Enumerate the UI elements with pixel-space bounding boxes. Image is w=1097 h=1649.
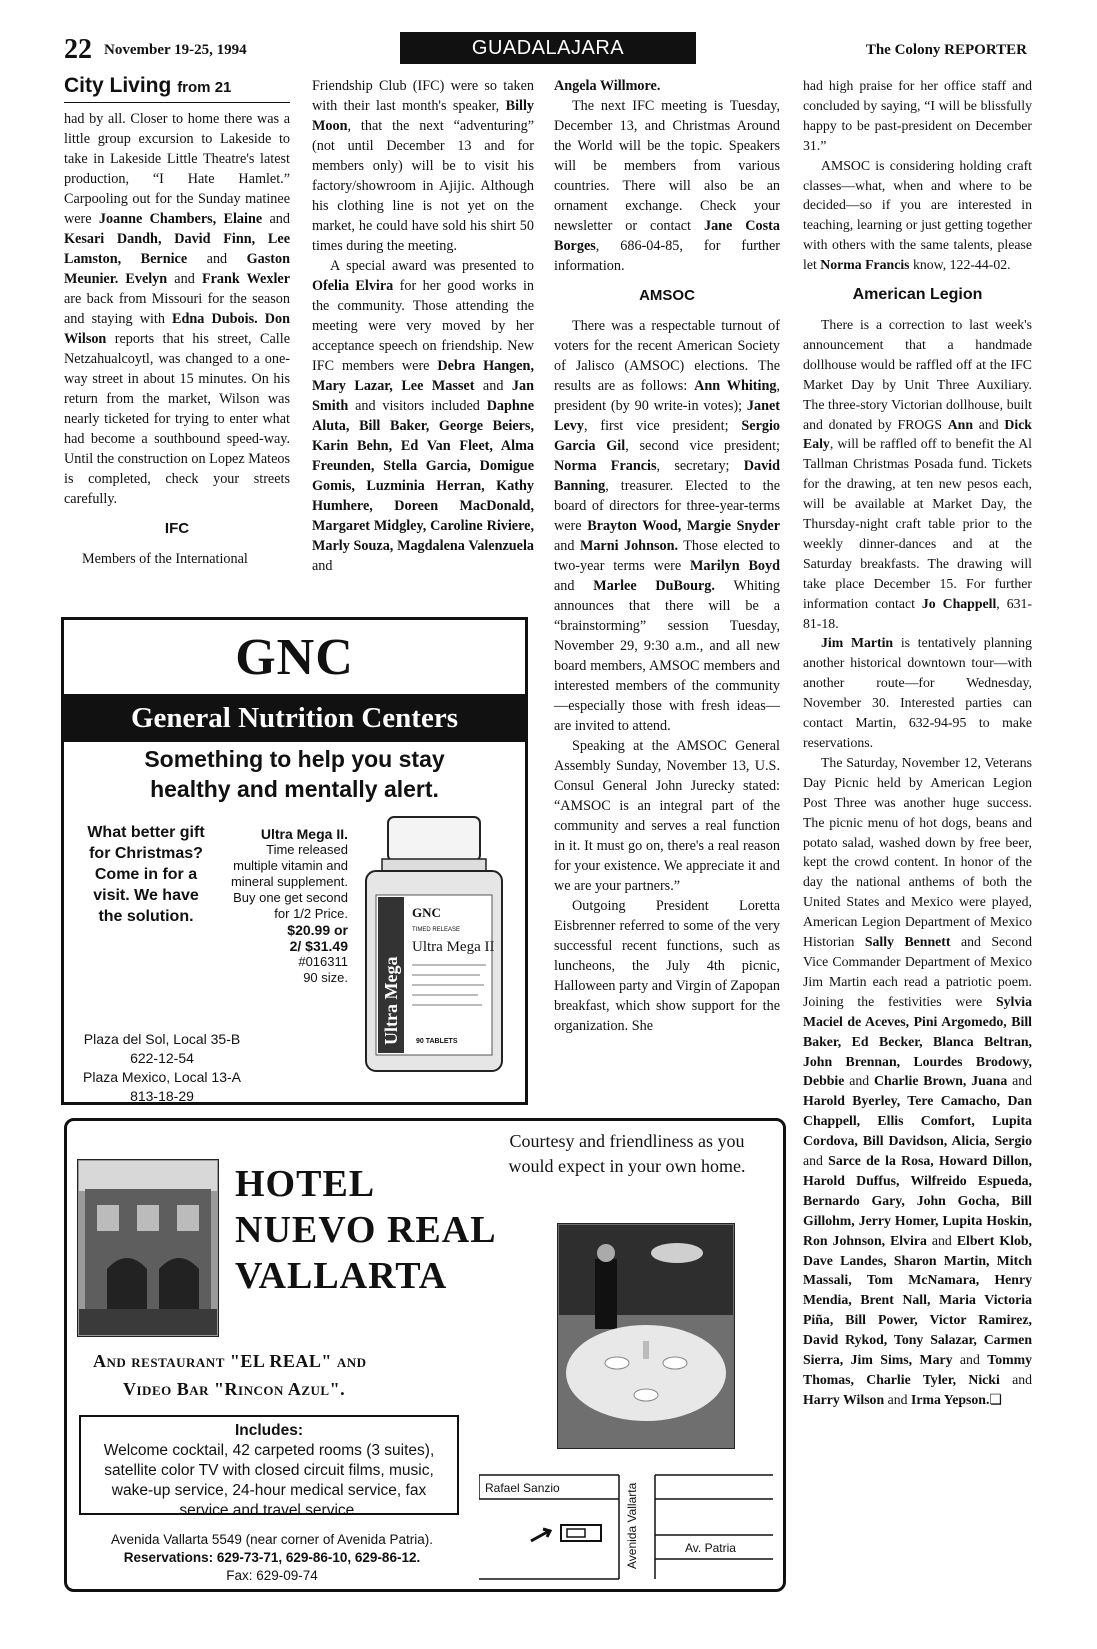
names: Jim Martin bbox=[821, 635, 894, 651]
names: Gaston Meunier. Evelyn bbox=[64, 251, 290, 287]
paragraph bbox=[312, 76, 534, 256]
kicker-from: from 21 bbox=[177, 79, 232, 96]
map-arrow-icon bbox=[531, 1529, 550, 1541]
issue-date: November 19-25, 1994 bbox=[104, 42, 247, 58]
names: Ofelia Elvira bbox=[312, 278, 394, 294]
text: reports that his street, Calle Netzahualcoytl, was changed to a one-way street in about 15 minutes. On his return from the market, Wilson was nearly ticketed for trying to enter what had become a southbound speed-way. Until the construction on Lopez Mateos is completed, check your streets carefully. bbox=[64, 331, 290, 507]
bottle-cap bbox=[388, 817, 480, 861]
names: Dick Ealy bbox=[803, 416, 1032, 452]
article-column-4 bbox=[803, 76, 1032, 1410]
text: and bbox=[187, 251, 247, 267]
text: Friendship Club (IFC) were so taken with their last month's speaker, bbox=[312, 78, 534, 114]
photo-ground bbox=[79, 1309, 217, 1335]
text: and bbox=[952, 1352, 988, 1368]
photo-waiter-head bbox=[597, 1244, 615, 1262]
bottle-title: Ultra Mega II bbox=[412, 939, 495, 955]
text: and bbox=[844, 1073, 875, 1089]
names: Ann bbox=[947, 416, 974, 432]
text: and bbox=[973, 416, 1005, 432]
names: Jane Costa Borges bbox=[554, 218, 780, 254]
paragraph bbox=[803, 156, 1032, 275]
article-column-1 bbox=[64, 76, 290, 569]
names: Edna Dubois. Don Wilson bbox=[64, 311, 290, 347]
gnc-advertisement bbox=[61, 617, 528, 1105]
vitamin-bottle-image bbox=[360, 815, 508, 1075]
photo-table bbox=[566, 1325, 726, 1421]
store-phone: 813-18-29 bbox=[130, 1088, 194, 1104]
paragraph bbox=[554, 316, 780, 736]
names: Frank Wexler bbox=[201, 271, 290, 287]
names: Daphne Aluta, Bill Baker, George Beiers, Karin Behn, Ed Van Fleet, Alma Freunden, Stella Garcia, Domigue Gomis, Luzminia Herran, Kathy Humhere, Doreen MacDonald, Margaret Midgley, Caroline Riviere, Marly Souza, Magdalena Valenzuela bbox=[312, 398, 534, 554]
gnc-product-info bbox=[224, 826, 348, 986]
text: The Saturday, November 12, Veterans Day Picnic held by American Legion Post Three was another huge success. The picnic menu of hot dogs, beans and potato salad, washed down by free beer, kept the crowd content. In honor of the day the national anthems of both the United States and Mexico were played, American Legion Department of Mexico Historian bbox=[803, 754, 1032, 950]
names: Sergio Garcia Gil bbox=[554, 418, 780, 454]
photo-waiter bbox=[595, 1259, 617, 1329]
hotel-name-line: VALLARTA bbox=[235, 1255, 448, 1297]
bottle-sub: TIMED RELEASE bbox=[412, 927, 461, 933]
names: Brayton Wood, Margie Snyder bbox=[587, 518, 780, 534]
text: There is a correction to last week's announcement that a handmade dollhouse would be raffled off at the IFC Market Day by Unit Three Auxiliary. The three-story Victorian dollhouse, built and donated by FROGS bbox=[803, 316, 1032, 432]
hotel-includes-box bbox=[79, 1415, 459, 1519]
paragraph bbox=[803, 315, 1032, 634]
photo-wall bbox=[559, 1225, 733, 1315]
text: is tentatively planning another historical downtown tour—with another route—for Wednesday, November 30. Interested parties can contact Martin, 632-94-95 to make reservations. bbox=[803, 635, 1032, 750]
page-number: 22 bbox=[64, 34, 92, 65]
text: and bbox=[474, 378, 512, 394]
text: and bbox=[926, 1232, 957, 1248]
names: Norma Francis bbox=[820, 257, 910, 273]
text: , first vice president; bbox=[583, 418, 742, 434]
photo-table-setting bbox=[663, 1357, 687, 1369]
store-address: Plaza Mexico, Local 13-A bbox=[83, 1069, 241, 1085]
store-phone: 622-12-54 bbox=[130, 1050, 194, 1066]
end-mark-icon: ❏ bbox=[989, 1391, 1002, 1407]
paragraph bbox=[554, 76, 780, 96]
paragraph: Speaking at the AMSOC General Assembly Sunday, November 13, U.S. Consul General John Jurecky stated: “AMSOC is an integral part of the community and serves a real function in it. It must go on, there's a real reason for your existence. We appreciate it and we are your partners.” bbox=[554, 738, 780, 894]
product-price: 2/ $31.49 bbox=[289, 938, 348, 954]
includes-list: Welcome cocktail, 42 carpeted rooms (3 suites), satellite color TV with closed circuit films, music, wake-up service, 24-hour medical service, fax service and travel service. bbox=[103, 1442, 435, 1519]
article-kicker bbox=[64, 76, 290, 103]
text: , will be raffled off to benefit the Al Tallman Christmas Posada fund. Tickets for the drawing, at ten new pesos each, will be available at Market Day, the Thursday-night craft table prior to the weekly dinner-dances and at the Saturday breakfasts. The drawing will take place December 15. For further information contact bbox=[803, 436, 1032, 611]
names: David Banning bbox=[554, 458, 781, 494]
hotel-subtitle-line: Video Bar "Rincon Azul". bbox=[123, 1379, 346, 1399]
gnc-gift-message: What better gift for Christmas? Come in for a visit. We have the solution. bbox=[87, 824, 205, 925]
product-price: $20.99 or bbox=[287, 922, 348, 938]
text: and bbox=[554, 538, 580, 554]
names: Jan Smith bbox=[312, 378, 534, 414]
gnc-locations bbox=[72, 1030, 252, 1106]
section-heading-ifc: IFC bbox=[164, 520, 190, 537]
photo-arch bbox=[159, 1258, 199, 1309]
paragraph: Outgoing President Loretta Eisbrenner referred to some of the very successful recent functions, such as luncheons, the July 4th picnic, Halloween party and Virgin of Zapopan breakfast, which show support for the organization. She bbox=[554, 898, 780, 1034]
hotel-address: Avenida Vallarta 5549 (near corner of Avenida Patria). bbox=[111, 1532, 433, 1547]
photo-window bbox=[137, 1205, 159, 1231]
product-size: 90 size. bbox=[303, 970, 348, 985]
text: and bbox=[312, 558, 333, 574]
hotel-location-map bbox=[479, 1473, 775, 1581]
bottle-count: 90 TABLETS bbox=[416, 1038, 458, 1045]
hotel-photo bbox=[77, 1159, 219, 1337]
text: , treasurer. Elected to the board of directors for three-year-terms were bbox=[554, 478, 780, 534]
product-description: Time released multiple vitamin and mineral supplement. Buy one get second for 1/2 Price. bbox=[230, 842, 348, 921]
text: know, 122-44-02. bbox=[909, 257, 1011, 273]
names: Ann Whiting bbox=[694, 378, 777, 394]
names: Marilyn Boyd bbox=[689, 558, 780, 574]
hotel-name bbox=[235, 1161, 497, 1299]
paragraph: had high praise for her office staff and concluded by saying, “I will be blissfully happy to be past-president on December 31.” bbox=[803, 78, 1032, 153]
text: , secretary; bbox=[656, 458, 744, 474]
text: , 686-04-85, for further information. bbox=[554, 238, 780, 274]
photo-chandelier bbox=[651, 1243, 703, 1263]
text: and bbox=[167, 271, 202, 287]
tagline-line: Something to help you stay bbox=[144, 746, 445, 772]
text: and bbox=[803, 1153, 829, 1169]
paragraph bbox=[554, 96, 780, 276]
names: Elbert Klob, Dave Landes, Sharon Martin, Mitch Massali, Tom McNamara, Henry Mendia, Brent Nall, Maria Victoria Piña, Bill Power, Victor Ramirez, David Rykod, Tony Salazar, Carmen Sierra, Jim Sims, Mary bbox=[803, 1232, 1032, 1368]
names: Harold Byerley, Tere Camacho, Dan Chappell, Ellis Comfort, Lupita Cordova, Bill Davidson, Alicia, Sergio bbox=[803, 1093, 1032, 1149]
names: Jo Chappell bbox=[921, 595, 997, 611]
kicker-title: City Living bbox=[64, 74, 172, 97]
text: and Second Vice Commander Department of Mexico Jim Martin each read a patriotic poem. Joining the festivities were bbox=[803, 934, 1032, 1009]
map-label: Rafael Sanzio bbox=[485, 1481, 560, 1495]
paragraph bbox=[803, 633, 1032, 752]
dining-room-photo bbox=[557, 1223, 735, 1449]
photo-window bbox=[97, 1205, 119, 1231]
bottle-label-vertical: Ultra Mega bbox=[381, 956, 401, 1045]
article-column-3 bbox=[554, 76, 780, 1036]
section-heading-american-legion: American Legion bbox=[852, 286, 983, 304]
publication-name: The Colony REPORTER bbox=[865, 42, 1027, 58]
paragraph: Members of the International bbox=[82, 551, 248, 567]
text: and bbox=[1007, 1073, 1033, 1089]
text: , that the next “adventuring” (not until December 13 and for members only) will be to visit his factory/showroom in Ajijic. Although his clothing line is not yet on the market, he could have sold his shirt 50 times during the meeting. bbox=[312, 118, 534, 254]
names: Marni Johnson. bbox=[579, 538, 679, 554]
names: Angela Willmore. bbox=[554, 78, 661, 94]
text: and bbox=[884, 1391, 911, 1407]
product-sku: #016311 bbox=[298, 954, 348, 969]
photo-arch bbox=[107, 1258, 147, 1309]
names: Harry Wilson bbox=[803, 1391, 885, 1407]
hotel-contact bbox=[67, 1531, 477, 1585]
map-hotel-marker-icon bbox=[567, 1529, 585, 1537]
names: Janet Levy bbox=[554, 398, 780, 434]
section-banner: GUADALAJARA bbox=[400, 32, 696, 64]
photo-table-setting bbox=[605, 1357, 629, 1369]
text: Whiting announces that there will be a “brainstorming” session Tuesday, November 29, 9:30 a.m., and all new board members, AMSOC members and interested members of the community—especially those with fresh ideas—are invited to attend. bbox=[554, 578, 780, 734]
includes-heading: Includes: bbox=[234, 1422, 304, 1439]
store-address: Plaza del Sol, Local 35-B bbox=[83, 1031, 241, 1047]
section-heading-amsoc: AMSOC bbox=[639, 287, 695, 304]
text: had by all. Closer to home there was a little group excursion to Lakeside to take in Lakeside Little Theatre's latest production, “I Hate Hamlet.” Carpooling out for the Sunday matinee were bbox=[64, 111, 290, 227]
text: , second vice president; bbox=[625, 438, 780, 454]
text: There was a respectable turnout of voters for the recent American Society of Jalisco (AMSOC) elections. The results are as follows: bbox=[554, 318, 780, 394]
hotel-name-line: HOTEL bbox=[235, 1163, 376, 1205]
names: Norma Francis bbox=[554, 458, 657, 474]
hotel-subtitle-line: And restaurant "EL REAL" and bbox=[93, 1351, 367, 1371]
text: and bbox=[554, 578, 594, 594]
photo-window bbox=[177, 1205, 199, 1231]
names: Marlee DuBourg. bbox=[593, 578, 715, 594]
photo-table-setting bbox=[634, 1389, 658, 1401]
gnc-logo: GNC bbox=[235, 629, 354, 686]
text: , president (by 90 write-in votes); bbox=[554, 378, 780, 414]
names: Tommy Thomas, Charlie Tyler, Nicki bbox=[803, 1352, 1032, 1387]
names: Debra Hangen, Mary Lazar, Lee Masset bbox=[312, 358, 534, 394]
hotel-advertisement bbox=[64, 1118, 786, 1592]
gnc-tagline bbox=[64, 744, 525, 804]
article-column-2 bbox=[312, 76, 534, 576]
product-name: Ultra Mega II. bbox=[260, 826, 348, 842]
names: Kesari Dandh, David Finn, Lee Lamston, Bernice bbox=[64, 231, 290, 267]
hotel-slogan: Courtesy and friendliness as you would expect in your own home. bbox=[508, 1131, 746, 1176]
hotel-reservations: Reservations: 629-73-71, 629-86-10, 629-86-12. bbox=[123, 1550, 421, 1565]
hotel-subtitle bbox=[93, 1347, 367, 1403]
gnc-banner: General Nutrition Centers bbox=[64, 694, 525, 742]
names: Sarce de la Rosa, Howard Dillon, Harold Duffus, Wilfreido Espueda, Bernardo Gary, John Gocha, Bill Gillohm, Jerry Homer, Lupita Hoskin, Ron Johnson, Elvira bbox=[803, 1153, 1032, 1248]
tagline-line: healthy and mentally alert. bbox=[150, 776, 439, 802]
hotel-name-line: NUEVO REAL bbox=[235, 1209, 497, 1251]
text: AMSOC is considering holding craft classes—what, when and where to be decided—so if you are interested in teaching, learning or just getting together with others with the same talents, please let bbox=[803, 157, 1032, 273]
names: Sylvia Maciel de Aceves, Pini Argomedo, Bill Baker, Ed Becker, Blanca Beltran, John Brennan, Lourdes Brodowy, Debbie bbox=[803, 993, 1032, 1089]
hotel-fax: Fax: 629-09-74 bbox=[226, 1568, 318, 1583]
bottle-brand: GNC bbox=[412, 905, 441, 920]
text: and bbox=[999, 1372, 1032, 1387]
text: Those elected to two-year terms were bbox=[554, 538, 780, 574]
names: Charlie Brown, Juana bbox=[874, 1073, 1008, 1089]
paragraph bbox=[312, 256, 534, 576]
photo-sky bbox=[79, 1161, 217, 1191]
names: Sally Bennett bbox=[864, 934, 951, 950]
paragraph bbox=[803, 753, 1032, 1410]
photo-glass bbox=[643, 1341, 649, 1359]
map-label: Avenida Vallarta bbox=[625, 1482, 639, 1569]
text: The next IFC meeting is Tuesday, December 13, and Christmas Around the World will be the topic. Speakers will be members from various countries. There will also be an ornament exchange. Check your newsletter or contact bbox=[554, 98, 780, 234]
text: are back from Missouri for the season and staying with bbox=[64, 291, 290, 327]
text: , 631-81-18. bbox=[803, 595, 1032, 631]
text: for her good works in the community. Those attending the meeting were very moved by her acceptance speech on friendship. New IFC members were bbox=[312, 278, 534, 374]
names: Joanne Chambers, Elaine bbox=[98, 211, 263, 227]
text: A special award was presented to bbox=[330, 258, 534, 274]
map-label: Av. Patria bbox=[685, 1541, 736, 1555]
paragraph bbox=[64, 109, 290, 509]
text: and bbox=[262, 211, 290, 227]
names: Irma Yepson. bbox=[910, 1391, 990, 1407]
names: Billy Moon bbox=[312, 98, 534, 134]
text: and visitors included bbox=[348, 398, 487, 414]
